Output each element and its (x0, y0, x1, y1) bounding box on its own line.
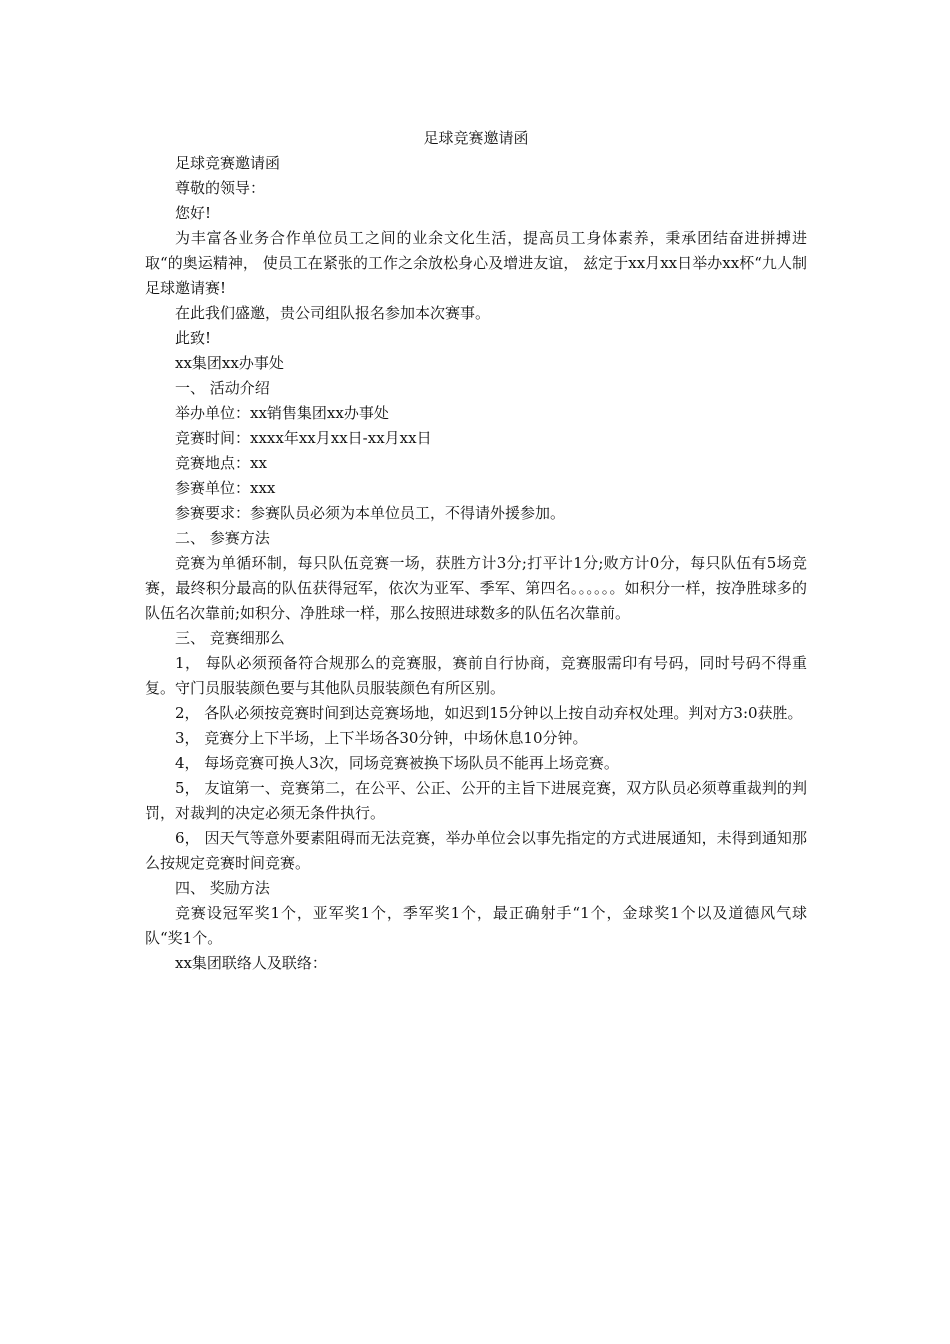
invitation-request: 在此我们盛邀，贵公司组队报名参加本次赛事。 (175, 304, 491, 322)
signature: xx集团xx办事处 (175, 354, 284, 372)
section-heading-rules: 三、 竞赛细那么 (175, 629, 285, 647)
salutation: 尊敬的领导： (175, 179, 266, 197)
invitation-paragraph: 为丰富各业务合作单位员工之间的业余文化生活，提高员工身体素养，秉承团结奋进拼搏进取“的奥运精神， 使员工在紧张的工作之余放松身心及增进友谊， 兹定于xx月xx日举办xx杯“九人制足球邀请赛! (145, 229, 807, 297)
rule-item: 1， 每队必须预备符合规那么的竞赛服，赛前自行协商，竞赛服需印有号码，同时号码不得重复。守门员服装颜色要与其他队员服装颜色有所区别。 (145, 654, 807, 697)
contact-line: xx集团联络人及联络： (175, 954, 327, 972)
greeting: 您好! (175, 204, 212, 222)
awards-paragraph: 竞赛设冠军奖1个，亚军奖1个，季军奖1个，最正确射手“1个，金球奖1个以及道德风气球队“奖1个。 (145, 904, 807, 947)
method-paragraph: 竞赛为单循环制，每只队伍竞赛一场，获胜方计3分;打平计1分;败方计0分，每只队伍有5场竞赛，最终积分最高的队伍获得冠军，依次为亚军、季军、第四名。。。。。。如积分一样，按净胜球多的队伍名次靠前;如积分、净胜球一样，那么按照进球数多的队伍名次靠前。 (145, 554, 807, 622)
rule-item: 5， 友谊第一、竞赛第二，在公平、公正、公开的主旨下进展竞赛，双方队员必须尊重裁判的判罚，对裁判的决定必须无条件执行。 (145, 779, 807, 822)
closing: 此致! (175, 329, 212, 347)
rule-item: 6， 因天气等意外要素阻碍而无法竞赛，举办单位会以事先指定的方式进展通知，未得到通知那么按规定竞赛时间竞赛。 (145, 829, 807, 872)
time-line: 竞赛时间：xxxx年xx月xx日-xx月xx日 (175, 429, 432, 447)
organizer-line: 举办单位：xx销售集团xx办事处 (175, 404, 389, 422)
rule-item: 2， 各队必须按竞赛时间到达竞赛场地，如迟到15分钟以上按自动弃权处理。判对方3:0获胜。 (175, 704, 803, 722)
venue-line: 竞赛地点：xx (175, 454, 267, 472)
document-title: 足球竞赛邀请函 (423, 129, 529, 147)
rule-item: 3， 竞赛分上下半场，上下半场各30分钟，中场休息10分钟。 (175, 729, 588, 747)
section-heading-method: 二、 参赛方法 (175, 529, 270, 547)
rule-item: 4， 每场竞赛可换人3次，同场竞赛被换下场队员不能再上场竞赛。 (175, 754, 619, 772)
section-heading-activity: 一、 活动介绍 (175, 379, 270, 397)
letter-heading: 足球竞赛邀请函 (175, 154, 281, 172)
document-body (145, 126, 807, 976)
section-heading-awards: 四、 奖励方法 (175, 879, 270, 897)
requirements-line: 参赛要求：参赛队员必须为本单位员工，不得请外援参加。 (175, 504, 566, 522)
participants-line: 参赛单位：xxx (175, 479, 276, 497)
